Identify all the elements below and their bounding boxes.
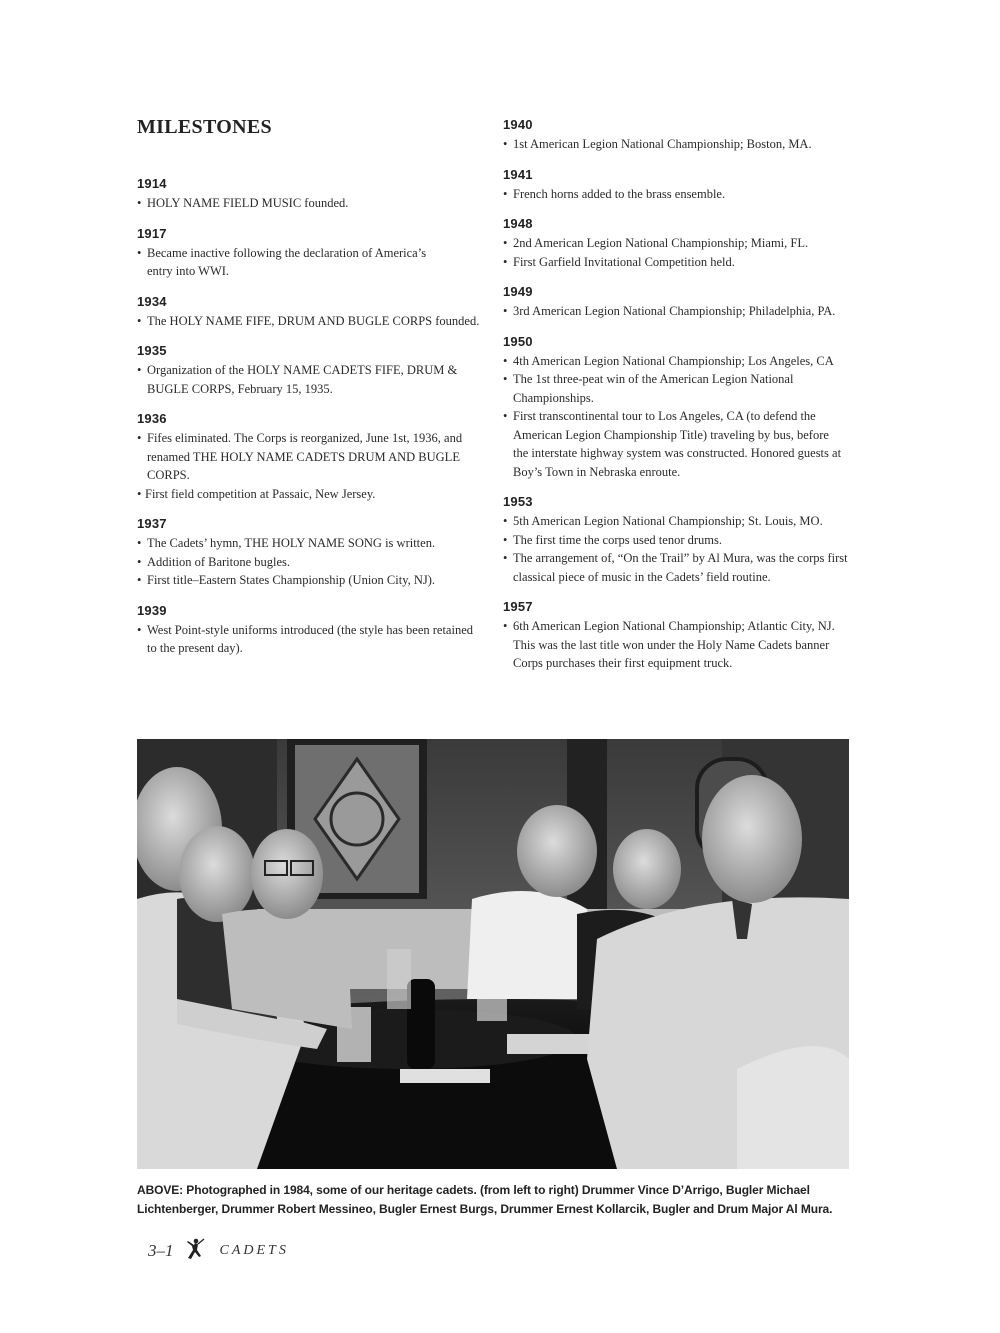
- milestone-1953: [503, 494, 853, 586]
- bullet-icon: •: [137, 573, 142, 587]
- milestone-1917: [137, 226, 487, 281]
- page-title: MILESTONES: [137, 116, 272, 138]
- milestone-item: • First title–Eastern States Championship (Union City, NJ).: [137, 571, 487, 590]
- milestone-year: 1937: [137, 516, 167, 531]
- milestone-1940: [503, 117, 853, 154]
- bullet-icon: •: [503, 532, 508, 547]
- milestone-item: • 4th American Legion National Championship; Los Angeles, CA: [503, 352, 853, 371]
- milestone-item: • 6th American Legion National Championship; Atlantic City, NJ. This was the last title won under the Holy Name Cadets banner Corps purchases their first equipment truck.: [503, 619, 835, 670]
- bullet-icon: •: [137, 245, 142, 260]
- milestone-year: 1934: [137, 293, 167, 309]
- milestone-1948: [503, 216, 853, 271]
- publication-title: CADETS: [219, 1243, 289, 1258]
- milestone-item: • The 1st three-peat win of the American Legion National Championships.: [503, 372, 794, 405]
- bullet-icon: •: [503, 551, 508, 565]
- milestone-year: 1949: [503, 284, 533, 299]
- bullet-icon: •: [503, 304, 508, 318]
- milestone-1937: [137, 516, 487, 590]
- milestone-item: • 2nd American Legion National Championship; Miami, FL.: [503, 234, 853, 253]
- milestone-item: • First field competition at Passaic, New Jersey.: [137, 485, 487, 504]
- milestone-1935: [137, 343, 487, 398]
- bullet-icon: •: [137, 536, 142, 550]
- milestone-year: 1941: [503, 166, 533, 182]
- milestone-year: 1935: [137, 343, 167, 358]
- milestone-item: • Became inactive following the declaration of America’s entry into WWI.: [137, 245, 427, 278]
- milestone-year: 1936: [137, 411, 167, 426]
- milestone-1941: [503, 167, 853, 204]
- milestone-1934: [137, 294, 487, 331]
- milestone-year: 1917: [137, 225, 167, 241]
- milestones-right-column: [503, 117, 853, 686]
- milestone-item: • Organization of the HOLY NAME CADETS FIFE, DRUM & BUGLE CORPS, February 15, 1935.: [137, 363, 458, 396]
- bullet-icon: •: [503, 372, 508, 386]
- milestone-1949: [503, 284, 853, 321]
- bullet-icon: •: [137, 622, 142, 637]
- milestone-item: • HOLY NAME FIELD MUSIC founded.: [137, 194, 487, 213]
- bullet-icon: •: [137, 486, 142, 501]
- heritage-cadets-photo: [137, 739, 849, 1169]
- milestone-year: 1953: [503, 494, 533, 509]
- bullet-icon: •: [503, 137, 508, 151]
- milestone-item: • Fifes eliminated. The Corps is reorganized, June 1st, 1936, and renamed THE HOLY NAME CADETS DRUM AND BUGLE CORPS.: [137, 431, 463, 482]
- milestone-item: • 3rd American Legion National Championship; Philadelphia, PA.: [503, 302, 853, 321]
- milestone-year: 1914: [137, 176, 167, 191]
- milestone-item: • The arrangement of, “On the Trail” by Al Mura, was the corps first classical piece of music in the Cadets’ field routine.: [503, 551, 848, 584]
- milestone-1939: [137, 603, 487, 658]
- milestone-item: • The Cadets’ hymn, THE HOLY NAME SONG is written.: [137, 534, 487, 553]
- milestone-year: 1950: [503, 333, 533, 349]
- bullet-icon: •: [503, 353, 508, 368]
- photo-caption: ABOVE: Photographed in 1984, some of our heritage cadets. (from left to right) Drummer Vince D’Arrigo, Bugler Michael Lichtenberger, Drummer Robert Messineo, Bugler Ernest Burgs, Drummer Ernest Kollarcik, Bugler and Drum Major Al Mura.: [137, 1183, 833, 1216]
- page-number: 3–1: [148, 1241, 174, 1260]
- milestone-item: • The first time the corps used tenor drums.: [503, 531, 853, 550]
- bullet-icon: •: [503, 186, 508, 201]
- milestone-item: • 1st American Legion National Championship; Boston, MA.: [503, 135, 853, 154]
- bullet-icon: •: [503, 254, 508, 269]
- bullet-icon: •: [503, 619, 508, 633]
- bullet-icon: •: [137, 554, 142, 569]
- milestone-item: • First transcontinental tour to Los Angeles, CA (to defend the American Legion Championship Title) traveling by bus, before the interstate highway system was constructed. Honored guests at Boy’s Town in Nebraska enroute.: [503, 409, 842, 479]
- bullet-icon: •: [137, 196, 142, 210]
- milestone-item: • First Garfield Invitational Competition held.: [503, 253, 853, 272]
- milestone-item: • The HOLY NAME FIFE, DRUM AND BUGLE CORPS founded.: [137, 312, 487, 331]
- milestone-item: • Addition of Baritone bugles.: [137, 553, 487, 572]
- milestone-1950: [503, 334, 853, 482]
- milestone-item: • West Point-style uniforms introduced (the style has been retained to the present day).: [137, 622, 473, 655]
- milestone-year: 1957: [503, 599, 533, 614]
- drum-major-figure-icon: [184, 1238, 206, 1264]
- bullet-icon: •: [503, 514, 508, 528]
- milestone-1936: [137, 411, 487, 503]
- milestone-1957: [503, 599, 853, 673]
- milestone-item: • French horns added to the brass ensemble.: [503, 185, 853, 204]
- milestones-left-column: [137, 176, 487, 671]
- bullet-icon: •: [137, 431, 142, 445]
- bullet-icon: •: [137, 313, 142, 328]
- bullet-icon: •: [503, 409, 508, 423]
- milestone-year: 1948: [503, 216, 533, 231]
- bullet-icon: •: [137, 363, 142, 377]
- bullet-icon: •: [503, 236, 508, 250]
- milestone-year: 1939: [137, 602, 167, 618]
- milestone-year: 1940: [503, 117, 533, 132]
- milestone-1914: [137, 176, 487, 213]
- page-footer: [148, 1236, 289, 1266]
- milestone-item: • 5th American Legion National Championship; St. Louis, MO.: [503, 512, 853, 531]
